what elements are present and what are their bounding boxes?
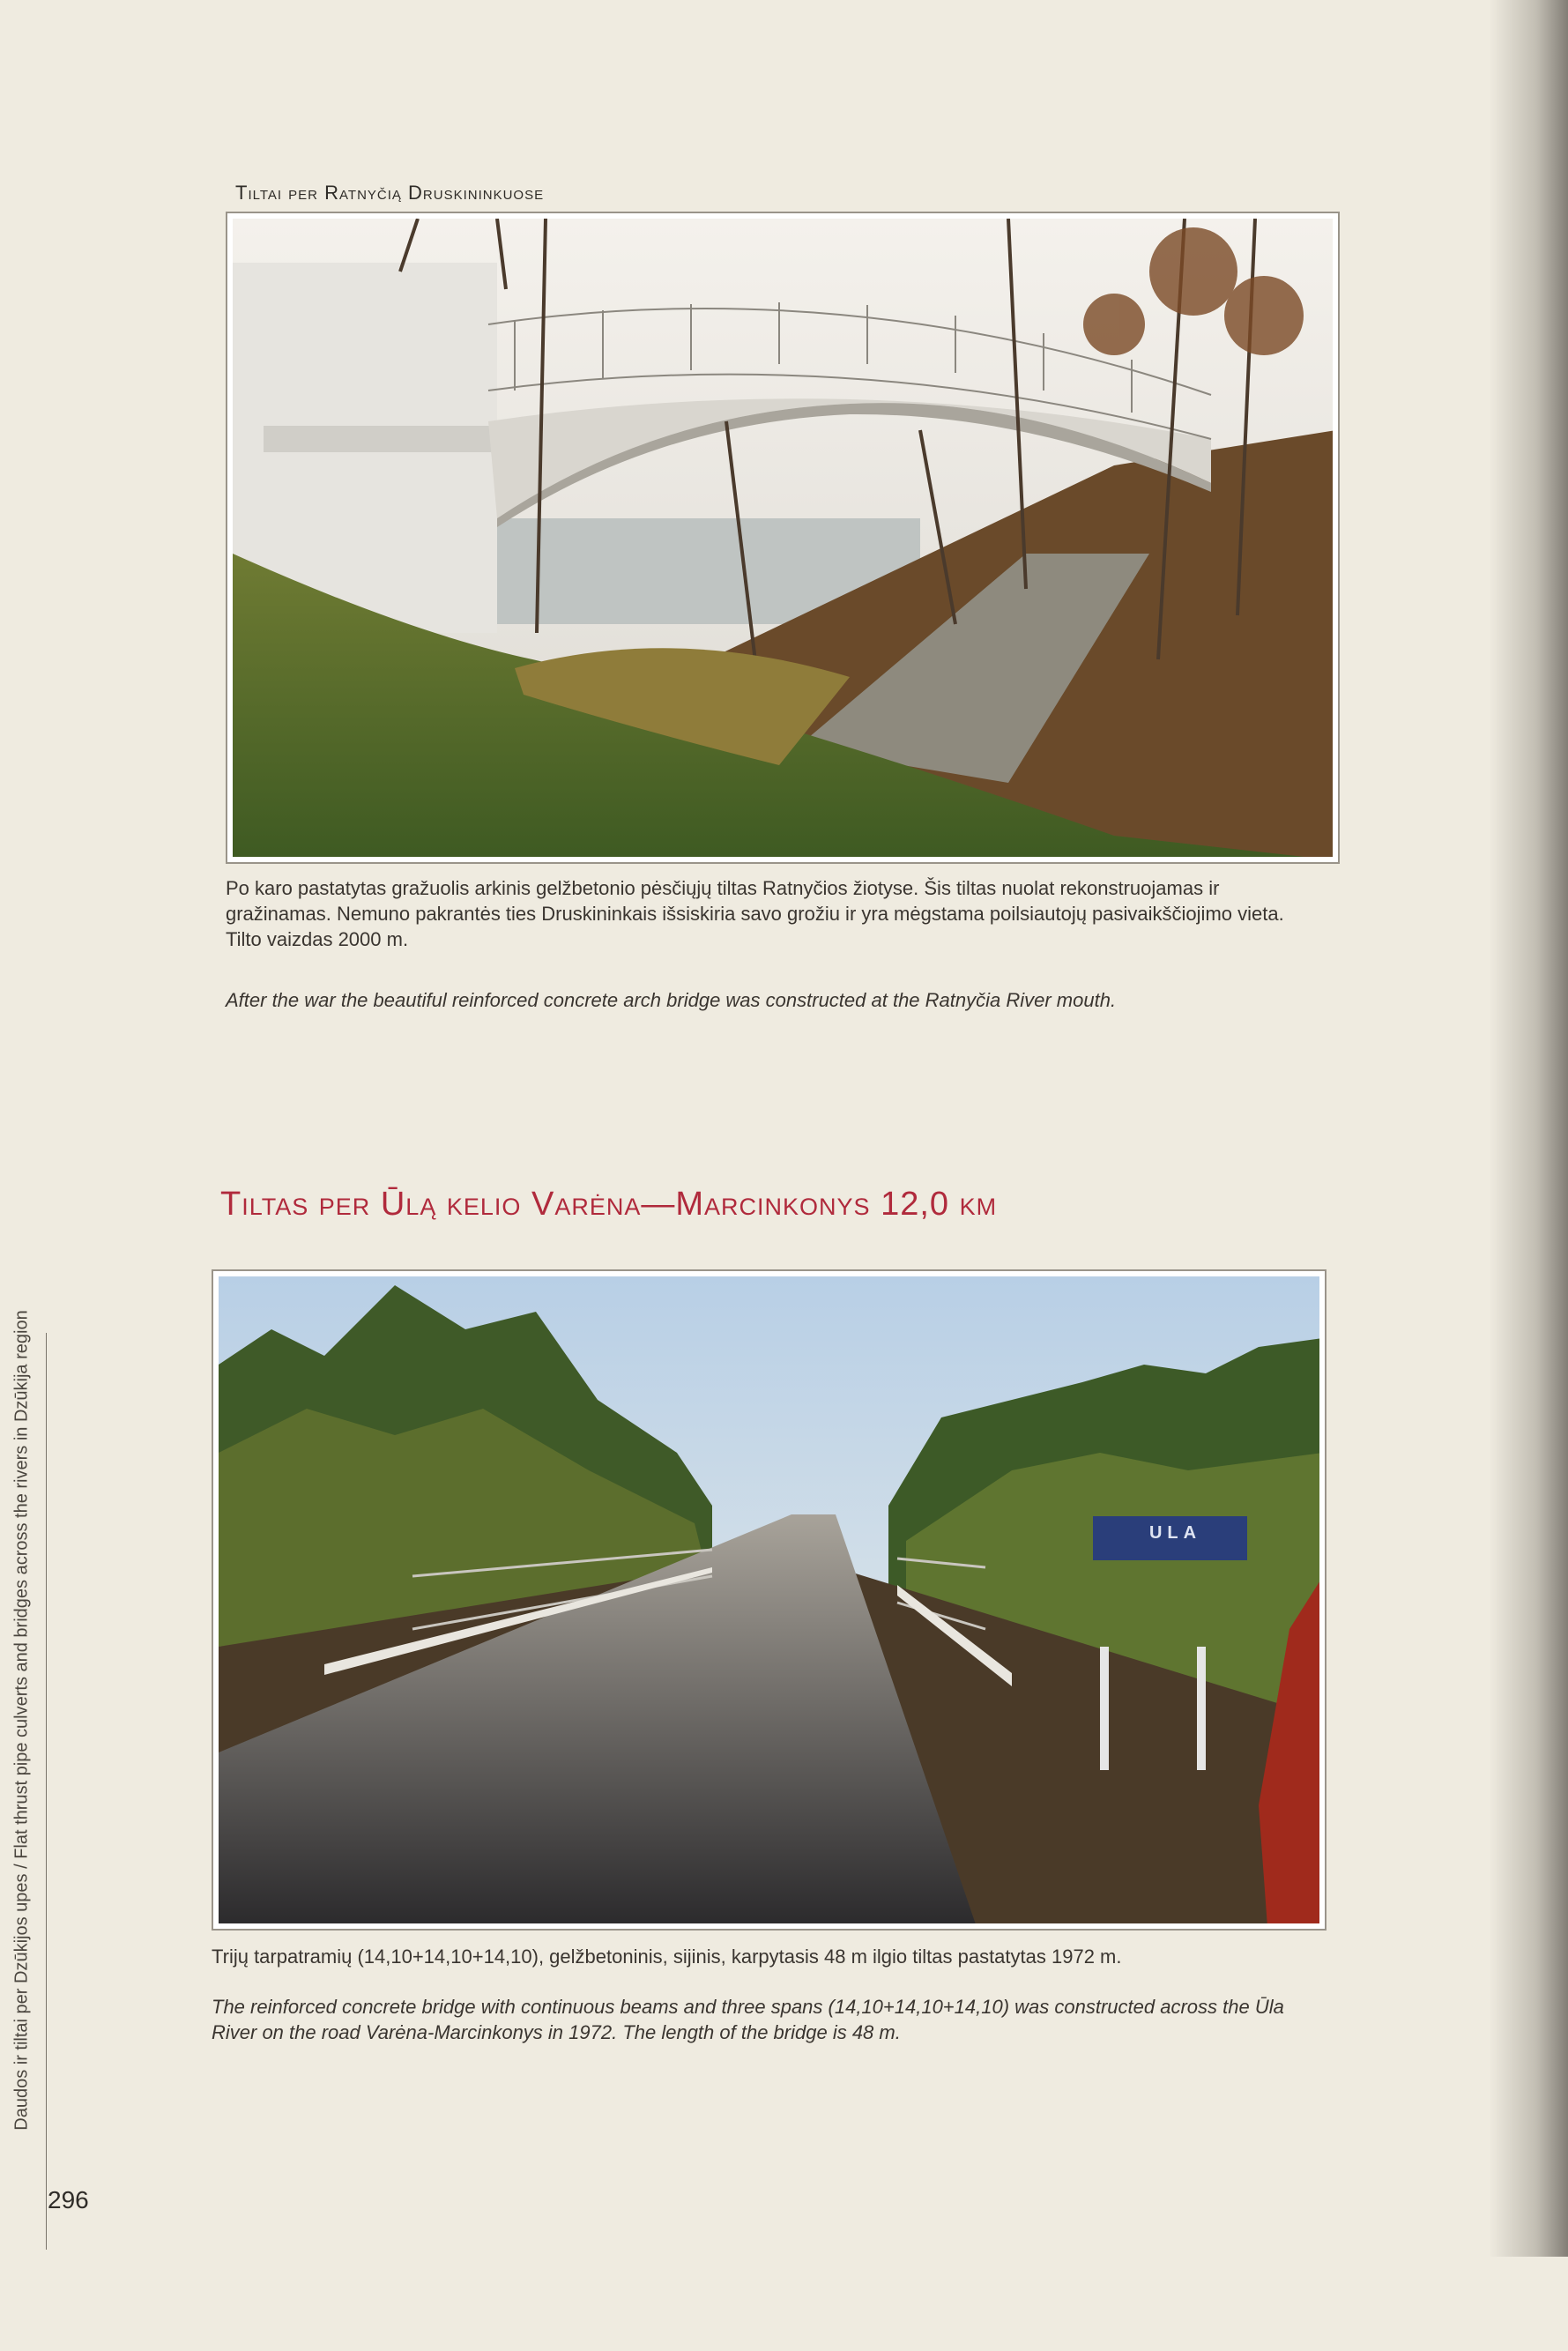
bottom-caption-english: The reinforced concrete bridge with continuous beams and three spans (14,10+14,10+14,10) was constructed across the Ūla River on the road Varėna-Marcinkonys in 1972. The length of the bridge is 48 m.	[212, 1996, 1284, 2043]
page-gutter-shadow	[1489, 0, 1568, 2257]
ula-sign-text: ULA	[1148, 1523, 1202, 1543]
top-caption-lithuanian: Po karo pastatytas gražuolis arkinis gelžbetonio pėsčiųjų tiltas Ratnyčios žiotyse. Šis tiltas nuolat rekonstruojamas ir gražinamas. Nemuno pakrantės ties Druskininkais išsiskiria savo grožiu ir yra mėgstama poilsiautojų pasivaikščiojimo vieta. Tilto vaizdas 2000 m.	[226, 877, 1284, 950]
running-head-vertical: Daudos ir tiltai per Dzūkijos upes / Flat thrust pipe culverts and bridges across the rivers in Dzūkija region	[11, 1310, 32, 2131]
bottom-caption-lithuanian: Trijų tarpatramių (14,10+14,10+14,10), gelžbetoninis, sijinis, karpytasis 48 m ilgio tiltas pastatytas 1972 m.	[212, 1946, 1122, 1968]
top-caption-english: After the war the beautiful reinforced concrete arch bridge was constructed at the Ratnyčia River mouth.	[226, 989, 1117, 1011]
top-photo-title: Tiltai per Ratnyčią Druskininkuose	[235, 182, 545, 204]
bottom-photo	[212, 1269, 1326, 1931]
top-photo	[226, 212, 1340, 864]
arch-bridge-illustration	[233, 219, 1333, 857]
section-title: Tiltas per Ūlą kelio Varėna—Marcinkonys 12,0 km	[220, 1186, 998, 1223]
side-divider	[46, 1333, 47, 2250]
page-number: 296	[48, 2186, 89, 2213]
road-bridge-illustration	[219, 1276, 1319, 1923]
